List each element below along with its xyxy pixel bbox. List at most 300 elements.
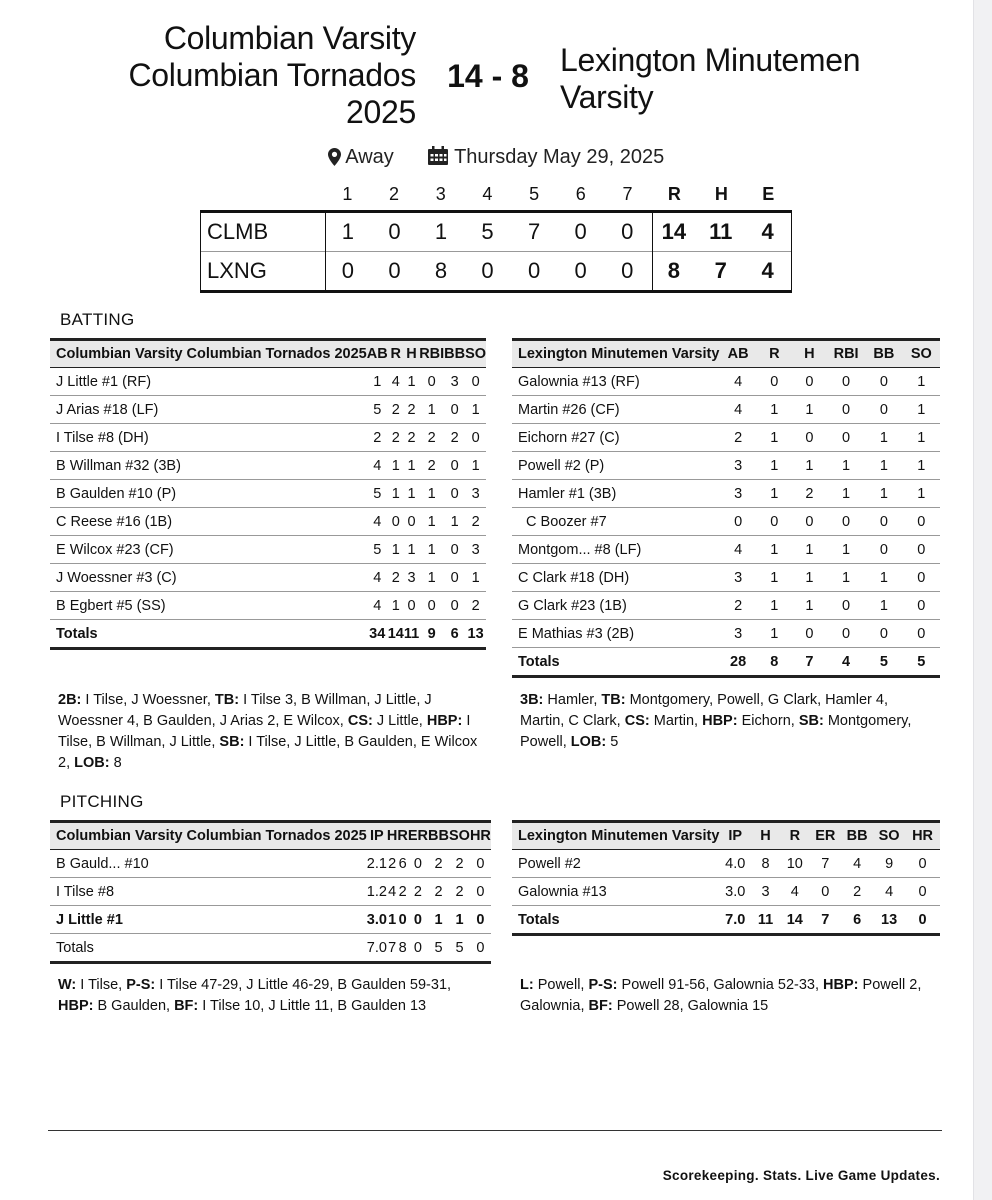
- stat-cell: 4: [367, 452, 388, 480]
- stat-cell: 1: [419, 536, 444, 564]
- totals-row: [512, 906, 940, 935]
- stat-cell: 1: [792, 592, 827, 620]
- stat-cell: 0: [408, 906, 428, 934]
- stat-cell: 7: [810, 850, 842, 878]
- stat-cell: 0: [444, 396, 465, 424]
- stat-cell: 0: [444, 536, 465, 564]
- stat-cell: 0: [757, 508, 792, 536]
- stat-cell: 0: [827, 620, 865, 648]
- stat-cell: 5: [367, 536, 388, 564]
- stat-cell: 1: [388, 480, 404, 508]
- inning-score: 0: [527, 258, 541, 283]
- table-row: [512, 620, 940, 648]
- note-label: LOB:: [74, 755, 110, 771]
- stat-cell: 28: [719, 648, 756, 677]
- stat-cell: 5: [367, 480, 388, 508]
- stat-cell: 3: [719, 564, 756, 592]
- stat-cell: 7: [792, 648, 827, 677]
- stat-cell: 1: [792, 536, 827, 564]
- stat-cell: 7.0: [367, 934, 387, 963]
- errors-total: 4: [761, 258, 774, 283]
- stat-header: R: [388, 340, 404, 368]
- inning-header: 5: [529, 184, 540, 204]
- note-value: B Gaulden,: [93, 998, 175, 1014]
- note-value: 5: [606, 734, 619, 750]
- note-value: I Tilse,: [76, 977, 127, 993]
- stat-cell: 4: [719, 396, 756, 424]
- player-name: Totals: [512, 906, 719, 935]
- stat-cell: 14: [780, 906, 809, 935]
- stat-cell: 5: [865, 648, 902, 677]
- stat-cell: 1: [757, 396, 792, 424]
- note-label: BF:: [588, 998, 613, 1014]
- stat-cell: 2: [419, 424, 444, 452]
- stat-cell: 1: [465, 564, 486, 592]
- stat-header: SO: [449, 822, 470, 850]
- stat-cell: 7: [810, 906, 842, 935]
- stat-header: BB: [865, 340, 902, 368]
- stat-cell: 3: [404, 564, 419, 592]
- player-name: J Woessner #3 (C): [50, 564, 367, 592]
- inning-header: 4: [482, 184, 493, 204]
- stat-cell: 0: [719, 508, 756, 536]
- stat-header: SO: [903, 340, 940, 368]
- stat-cell: 0: [465, 368, 486, 396]
- player-name: I Tilse #8: [50, 878, 367, 906]
- stat-cell: 5: [428, 934, 449, 963]
- note-label: SB:: [798, 713, 824, 729]
- player-name: Martin #26 (CF): [512, 396, 719, 424]
- stat-cell: 4.0: [719, 850, 751, 878]
- inning-score: 0: [621, 219, 634, 244]
- stat-cell: 2: [388, 396, 404, 424]
- stat-header: BB: [428, 822, 449, 850]
- stat-cell: 1: [827, 536, 865, 564]
- stat-cell: 1: [757, 536, 792, 564]
- stat-cell: 5: [903, 648, 940, 677]
- player-name: B Gauld... #10: [50, 850, 367, 878]
- stat-cell: 2: [428, 878, 449, 906]
- pitching-notes-home: [58, 975, 478, 1017]
- table-row: [50, 878, 491, 906]
- pitching-table-away: [512, 820, 940, 936]
- stat-cell: 0: [905, 878, 940, 906]
- player-name: B Willman #32 (3B): [50, 452, 367, 480]
- stat-cell: 5: [367, 396, 388, 424]
- stat-cell: 0: [903, 592, 940, 620]
- stat-cell: 2: [388, 424, 404, 452]
- stat-cell: 11: [751, 906, 780, 935]
- stat-cell: 2: [388, 564, 404, 592]
- runs-total: 14: [661, 219, 687, 244]
- player-name: C Boozer #7: [512, 508, 719, 536]
- note-value: Montgomery, Powell, G Clark, Hamler 4, Martin, C Clark,: [520, 692, 888, 729]
- game-date: Thursday May 29, 2025: [454, 146, 665, 168]
- team-header: Lexington Minutemen Varsity: [512, 822, 719, 850]
- home-team-name: Columbian Varsity Columbian Tornados 2025: [128, 20, 416, 130]
- note-value: I Tilse 47-29, J Little 46-29, B Gaulden 59-31,: [155, 977, 452, 993]
- player-name: E Wilcox #23 (CF): [50, 536, 367, 564]
- stat-header: IP: [367, 822, 387, 850]
- note-label: LOB:: [570, 734, 607, 750]
- stat-cell: 1: [404, 480, 419, 508]
- stat-header: RBI: [827, 340, 865, 368]
- stat-cell: 2: [387, 850, 397, 878]
- stat-cell: 0: [792, 620, 827, 648]
- table-row: [50, 592, 486, 620]
- inning-score: 5: [481, 219, 494, 244]
- stat-cell: 3: [465, 536, 486, 564]
- stat-cell: 0: [404, 592, 419, 620]
- totals-row: [512, 648, 940, 677]
- note-label: HBP:: [426, 713, 463, 729]
- stat-cell: 10: [780, 850, 809, 878]
- errors-header: E: [762, 184, 775, 204]
- inning-score: 0: [341, 258, 355, 283]
- table-row: [512, 508, 940, 536]
- stat-cell: 1: [903, 424, 940, 452]
- stat-cell: 1: [449, 906, 470, 934]
- stat-header: IP: [719, 822, 751, 850]
- stat-header: R: [757, 340, 792, 368]
- table-row: [50, 934, 491, 963]
- pitching-section-title: PITCHING: [60, 792, 144, 811]
- stat-cell: 1: [827, 480, 865, 508]
- stat-cell: 1: [903, 396, 940, 424]
- runs-header: R: [667, 184, 681, 204]
- table-row: [50, 564, 486, 592]
- header-row: [50, 822, 491, 850]
- stat-cell: 1: [903, 368, 940, 396]
- stat-cell: 0: [865, 396, 902, 424]
- hits-header: H: [714, 184, 728, 204]
- table-row: [512, 480, 940, 508]
- stat-cell: 1: [419, 480, 444, 508]
- inning-score: 0: [481, 258, 494, 283]
- inning-header: 6: [575, 184, 586, 204]
- note-value: I Tilse, J Woessner,: [81, 692, 215, 708]
- stat-cell: 1: [792, 564, 827, 592]
- table-row: [50, 508, 486, 536]
- stat-cell: 11: [404, 620, 419, 649]
- table-row: [512, 424, 940, 452]
- stat-cell: 0: [470, 850, 491, 878]
- stat-header: BB: [841, 822, 873, 850]
- stat-cell: 3.0: [719, 878, 751, 906]
- stat-cell: 1: [865, 564, 902, 592]
- stat-cell: 1: [465, 396, 486, 424]
- stat-header: SO: [873, 822, 905, 850]
- player-name: Montgom... #8 (LF): [512, 536, 719, 564]
- stat-cell: 3: [719, 452, 756, 480]
- note-value: Hamler,: [543, 692, 602, 708]
- game-meta: [0, 146, 992, 172]
- stat-cell: 2: [404, 396, 419, 424]
- note-value: 8: [109, 755, 122, 771]
- stat-cell: 0: [827, 396, 865, 424]
- stat-cell: 2: [792, 480, 827, 508]
- note-label: 3B:: [520, 692, 544, 708]
- player-name: Galownia #13: [512, 878, 719, 906]
- stat-cell: 0: [408, 934, 428, 963]
- stat-cell: 0: [792, 368, 827, 396]
- stat-cell: 1: [388, 592, 404, 620]
- stat-cell: 1: [865, 452, 902, 480]
- stat-header: H: [404, 340, 419, 368]
- stat-cell: 2: [419, 452, 444, 480]
- stat-cell: 2: [408, 878, 428, 906]
- team-abbr: LXNG: [207, 258, 267, 283]
- player-name: Hamler #1 (3B): [512, 480, 719, 508]
- note-label: HBP:: [702, 713, 738, 729]
- note-label: CS:: [624, 713, 650, 729]
- player-name: Powell #2: [512, 850, 719, 878]
- player-name: B Egbert #5 (SS): [50, 592, 367, 620]
- stat-cell: 0: [905, 850, 940, 878]
- table-row: [512, 536, 940, 564]
- table-row: [512, 396, 940, 424]
- stat-cell: 2: [449, 878, 470, 906]
- stat-header: SO: [465, 340, 486, 368]
- player-name: I Tilse #8 (DH): [50, 424, 367, 452]
- stat-cell: 5: [449, 934, 470, 963]
- linescore-row: [201, 251, 791, 290]
- player-name: Totals: [50, 620, 367, 649]
- stat-header: H: [751, 822, 780, 850]
- table-row: [50, 906, 491, 934]
- stat-cell: 0: [444, 480, 465, 508]
- stat-cell: 4: [780, 878, 809, 906]
- totals-row: [50, 620, 486, 649]
- stat-cell: 2: [428, 850, 449, 878]
- note-value: Martin,: [649, 713, 703, 729]
- linescore-body: [200, 210, 792, 293]
- stat-cell: 0: [470, 906, 491, 934]
- note-value: J Little,: [372, 713, 427, 729]
- stat-cell: 2: [449, 850, 470, 878]
- stat-cell: 2: [719, 592, 756, 620]
- stat-cell: 1: [419, 564, 444, 592]
- table-row: [50, 368, 486, 396]
- stat-header: HR: [470, 822, 491, 850]
- stat-cell: 1: [865, 424, 902, 452]
- stat-cell: 0: [903, 508, 940, 536]
- inning-score: 0: [388, 219, 401, 244]
- stat-cell: 3: [719, 620, 756, 648]
- divider: [48, 1130, 942, 1131]
- stat-cell: 0: [444, 452, 465, 480]
- note-label: HBP:: [823, 977, 859, 993]
- inning-score: 1: [341, 219, 355, 244]
- table-row: [50, 850, 491, 878]
- stat-cell: 0: [903, 620, 940, 648]
- batting-notes-away: [520, 690, 930, 753]
- player-name: C Reese #16 (1B): [50, 508, 367, 536]
- stat-cell: 1: [792, 452, 827, 480]
- runs-total: 8: [667, 258, 681, 283]
- inning-header: 7: [622, 184, 633, 204]
- note-label: P-S:: [126, 977, 156, 993]
- stat-cell: 2: [465, 592, 486, 620]
- stat-cell: 1: [757, 452, 792, 480]
- stat-cell: 4: [827, 648, 865, 677]
- table-row: [50, 536, 486, 564]
- stat-cell: 6: [444, 620, 465, 649]
- header-row: [512, 340, 940, 368]
- inning-score: 0: [388, 258, 401, 283]
- note-label: TB:: [214, 692, 240, 708]
- calendar-icon: [427, 146, 449, 172]
- stat-cell: 1: [792, 396, 827, 424]
- table-row: [512, 564, 940, 592]
- stat-cell: 0: [827, 424, 865, 452]
- stat-cell: 1: [757, 592, 792, 620]
- stat-cell: 4: [388, 368, 404, 396]
- batting-section-title: BATTING: [60, 310, 135, 329]
- stat-cell: 0: [444, 564, 465, 592]
- pitching-notes-away: [520, 975, 930, 1017]
- stat-cell: 1.2: [367, 878, 387, 906]
- stat-cell: 1: [865, 480, 902, 508]
- stat-cell: 2: [465, 508, 486, 536]
- table-row: [512, 592, 940, 620]
- stat-header: ER: [408, 822, 428, 850]
- stat-cell: 0: [792, 508, 827, 536]
- stat-cell: 1: [404, 452, 419, 480]
- player-name: Totals: [50, 934, 367, 963]
- team-header: Columbian Varsity Columbian Tornados 2025: [50, 822, 367, 850]
- stat-cell: 2: [719, 424, 756, 452]
- stat-cell: 0: [419, 368, 444, 396]
- hits-total: 11: [709, 219, 733, 244]
- stat-cell: 1: [827, 564, 865, 592]
- location-pin-icon: [328, 148, 341, 172]
- stat-cell: 13: [465, 620, 486, 649]
- team-abbr: CLMB: [207, 219, 269, 244]
- pitching-table-home: [50, 820, 491, 964]
- inning-score: 8: [434, 258, 448, 283]
- stat-cell: 2.1: [367, 850, 387, 878]
- player-name: Powell #2 (P): [512, 452, 719, 480]
- stat-cell: 0: [810, 878, 842, 906]
- stat-cell: 8: [757, 648, 792, 677]
- stat-header: H: [387, 822, 397, 850]
- inning-score: 0: [574, 258, 587, 283]
- stat-cell: 1: [757, 564, 792, 592]
- player-name: J Arias #18 (LF): [50, 396, 367, 424]
- stat-cell: 0: [865, 508, 902, 536]
- stat-cell: 1: [388, 536, 404, 564]
- inning-score: 0: [574, 219, 587, 244]
- stat-header: H: [792, 340, 827, 368]
- player-name: B Gaulden #10 (P): [50, 480, 367, 508]
- table-row: [50, 396, 486, 424]
- note-value: Montgomery, Powell,: [520, 713, 912, 750]
- inning-score: 0: [621, 258, 634, 283]
- stat-cell: 0: [465, 424, 486, 452]
- inning-score: 7: [527, 219, 541, 244]
- stat-cell: 0: [865, 368, 902, 396]
- note-label: W:: [58, 977, 77, 993]
- stat-cell: 2: [841, 878, 873, 906]
- header-row: [50, 340, 486, 368]
- header-row: [512, 822, 940, 850]
- stat-cell: 14: [388, 620, 404, 649]
- stat-header: ER: [810, 822, 842, 850]
- stat-cell: 3.0: [367, 906, 387, 934]
- stat-cell: 7.0: [719, 906, 751, 935]
- stat-cell: 0: [470, 878, 491, 906]
- batting-table-home: [50, 338, 486, 650]
- note-value: Powell,: [533, 977, 589, 993]
- scrollbar-track[interactable]: [973, 0, 992, 1200]
- stat-cell: 2: [404, 424, 419, 452]
- stat-cell: 4: [719, 368, 756, 396]
- stat-cell: 0: [408, 850, 428, 878]
- stat-header: RBI: [419, 340, 444, 368]
- stat-cell: 1: [428, 906, 449, 934]
- inning-header: 3: [435, 184, 446, 204]
- player-name: G Clark #23 (1B): [512, 592, 719, 620]
- team-header: Lexington Minutemen Varsity: [512, 340, 719, 368]
- stat-cell: 0: [903, 536, 940, 564]
- stat-header: R: [780, 822, 809, 850]
- final-score: 14 - 8: [447, 58, 529, 94]
- stat-cell: 4: [367, 564, 388, 592]
- stat-cell: 6: [397, 850, 407, 878]
- inning-score: 1: [434, 219, 448, 244]
- stat-header: R: [397, 822, 407, 850]
- note-value: Powell 91-56, Galownia 52-33,: [617, 977, 824, 993]
- player-name: C Clark #18 (DH): [512, 564, 719, 592]
- stat-cell: 8: [751, 850, 780, 878]
- note-value: Eichorn,: [737, 713, 799, 729]
- batting-table-away: [512, 338, 940, 678]
- table-row: [50, 452, 486, 480]
- footer-tagline: Scorekeeping. Stats. Live Game Updates.: [662, 1168, 940, 1183]
- stat-cell: 0: [792, 424, 827, 452]
- note-label: P-S:: [588, 977, 618, 993]
- player-name: E Mathias #3 (2B): [512, 620, 719, 648]
- stat-cell: 1: [444, 508, 465, 536]
- stat-cell: 0: [444, 592, 465, 620]
- stat-cell: 0: [903, 564, 940, 592]
- errors-total: 4: [761, 219, 774, 244]
- stat-cell: 4: [873, 878, 905, 906]
- note-label: HBP:: [58, 998, 94, 1014]
- stat-cell: 7: [387, 934, 397, 963]
- stat-cell: 1: [419, 508, 444, 536]
- note-label: 2B:: [58, 692, 82, 708]
- note-value: I Tilse 3, B Willman, J Little, J Woessner 4, B Gaulden, J Arias 2, E Wilcox,: [58, 692, 432, 729]
- stat-cell: 1: [757, 480, 792, 508]
- note-label: TB:: [601, 692, 626, 708]
- stat-cell: 0: [419, 592, 444, 620]
- stat-cell: 1: [367, 368, 388, 396]
- stat-cell: 0: [865, 620, 902, 648]
- stat-cell: 4: [719, 536, 756, 564]
- stat-cell: 3: [751, 878, 780, 906]
- stat-cell: 1: [404, 368, 419, 396]
- table-row: [512, 878, 940, 906]
- stat-cell: 9: [873, 850, 905, 878]
- inning-header: 2: [389, 184, 400, 204]
- stat-cell: 0: [827, 592, 865, 620]
- stat-cell: 1: [827, 452, 865, 480]
- stat-cell: 2: [444, 424, 465, 452]
- stat-cell: 0: [865, 536, 902, 564]
- stat-cell: 1: [757, 620, 792, 648]
